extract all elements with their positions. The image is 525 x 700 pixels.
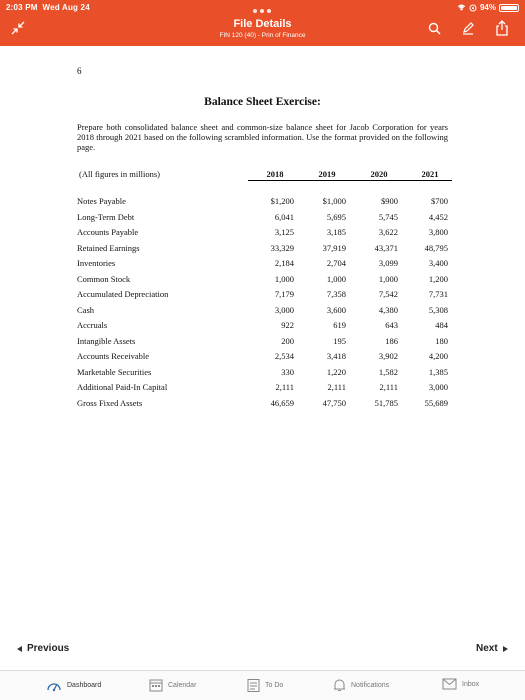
table-cell: 48,795 [424, 242, 448, 253]
table-cell: 2,111 [275, 382, 294, 392]
next-button[interactable]: Next [476, 643, 508, 654]
table-cell: $900 [381, 196, 398, 206]
row-label: Inventories [77, 258, 116, 268]
table-cell: 5,695 [326, 211, 346, 222]
row-label: Accruals [77, 320, 108, 330]
tab-notifications[interactable]: Notifications [333, 678, 389, 692]
document-heading: Balance Sheet Exercise: [204, 96, 321, 108]
table-cell: 33,329 [270, 242, 294, 253]
table-cell: 619 [333, 320, 346, 330]
table-cell: 1,385 [428, 366, 448, 377]
table-cell: 2,111 [327, 382, 346, 392]
battery-icon [499, 4, 519, 12]
table-cell: 4,380 [378, 304, 398, 315]
status-indicators [457, 3, 519, 12]
table-cell: 3,185 [326, 227, 346, 237]
document-viewer[interactable] [0, 46, 525, 636]
table-cell: 3,600 [326, 304, 346, 315]
table-cell: 180 [435, 335, 448, 346]
row-label: Accumulated Depreciation [77, 289, 169, 299]
table-cell: 2,704 [326, 258, 346, 268]
collapse-arrows-icon[interactable] [10, 20, 26, 36]
table-cell: 3,125 [274, 227, 294, 237]
page-title: File Details [233, 18, 292, 30]
table-cell: 2,111 [379, 382, 398, 392]
orientation-lock-icon [469, 4, 477, 12]
table-cell: 5,308 [428, 304, 448, 315]
row-label: Notes Payable [77, 196, 126, 206]
table-cell: 51,785 [374, 397, 398, 408]
table-cell: 2,184 [274, 258, 294, 268]
row-label: Gross Fixed Assets [77, 397, 143, 408]
row-label: Additional Paid-In Capital [77, 382, 168, 392]
more-dots-icon[interactable] [253, 9, 273, 13]
table-cell: 7,179 [274, 289, 294, 299]
year-header: 2018 [266, 169, 284, 179]
table-cell: 1,000 [274, 273, 294, 284]
year-header: 2019 [318, 169, 336, 179]
table-cell: 2,534 [274, 351, 294, 361]
row-label: Common Stock [77, 273, 131, 284]
tab-calendar[interactable]: Calendar [149, 678, 196, 692]
battery-percent: 94% [479, 3, 496, 12]
table-cell: $700 [431, 196, 448, 206]
tab-inbox[interactable]: Inbox [442, 678, 479, 690]
table-cell: 55,689 [424, 397, 448, 408]
dashboard-icon [46, 678, 62, 692]
table-note: (All figures in millions) [79, 169, 160, 179]
search-icon[interactable] [426, 20, 442, 36]
table-cell: 7,358 [326, 289, 346, 299]
table-cell: 5,745 [378, 211, 398, 222]
table-cell: 484 [435, 320, 448, 330]
share-icon[interactable] [494, 20, 510, 36]
table-cell: 922 [281, 320, 294, 330]
table-cell: 3,622 [378, 227, 398, 237]
row-label: Long-Term Debt [77, 211, 135, 222]
inbox-icon [442, 678, 457, 690]
table-cell: 43,371 [374, 242, 398, 253]
table-cell: 7,731 [428, 289, 448, 299]
todo-icon [247, 678, 260, 692]
table-cell: 1,220 [326, 366, 346, 377]
document-paragraph: Prepare both consolidated balance sheet and common-size balance sheet for Jacob Corporation for years 2018 through 2021 based on the following scrambled information. Use the format provided on the following page. [77, 122, 448, 152]
row-label: Intangible Assets [77, 335, 136, 346]
table-cell: $1,200 [270, 196, 294, 206]
row-label: Marketable Securities [77, 366, 152, 377]
table-cell: 1,000 [326, 273, 346, 284]
year-header: 2020 [370, 169, 388, 179]
chevron-left-icon [17, 646, 22, 652]
previous-button[interactable]: Previous [17, 643, 69, 654]
page-subtitle: FIN 120 (40) - Prin of Finance [219, 32, 306, 39]
status-time: 2:03 PM Wed Aug 24 [6, 3, 90, 12]
tab-todo[interactable]: To Do [247, 678, 283, 692]
table-cell: 3,800 [428, 227, 448, 237]
chevron-right-icon [503, 646, 508, 652]
annotate-pen-icon[interactable] [460, 20, 476, 36]
row-label: Accounts Receivable [77, 351, 149, 361]
row-label: Accounts Payable [77, 227, 139, 237]
tab-dashboard[interactable]: Dashboard [46, 678, 101, 692]
table-cell: 3,099 [378, 258, 398, 268]
top-bar [0, 0, 525, 46]
table-cell: 1,582 [378, 366, 398, 377]
table-cell: 3,000 [428, 382, 448, 392]
table-cell: 3,400 [428, 258, 448, 268]
year-header: 2021 [421, 169, 439, 179]
table-cell: 47,750 [322, 397, 346, 408]
table-header-rule [248, 180, 452, 181]
table-cell: 3,000 [274, 304, 294, 315]
table-cell: 46,659 [270, 397, 294, 408]
table-cell: 200 [281, 335, 294, 346]
bottom-tab-bar [0, 670, 525, 700]
table-cell: 1,000 [378, 273, 398, 284]
table-cell: 6,041 [274, 211, 294, 222]
row-label: Cash [77, 304, 94, 315]
bell-icon [333, 678, 346, 692]
table-cell: 4,452 [428, 211, 448, 222]
table-cell: 195 [333, 335, 346, 346]
calendar-icon [149, 678, 163, 692]
table-cell: 3,902 [378, 351, 398, 361]
table-cell: $1,000 [322, 196, 346, 206]
table-cell: 37,919 [322, 242, 346, 253]
table-cell: 1,200 [428, 273, 448, 284]
table-cell: 330 [281, 366, 294, 377]
table-cell: 3,418 [326, 351, 346, 361]
table-cell: 186 [385, 335, 398, 346]
row-label: Retained Earnings [77, 242, 140, 253]
page-number: 6 [77, 66, 82, 76]
table-cell: 4,200 [428, 351, 448, 361]
wifi-icon [457, 4, 466, 11]
table-cell: 7,542 [378, 289, 398, 299]
table-cell: 643 [385, 320, 398, 330]
